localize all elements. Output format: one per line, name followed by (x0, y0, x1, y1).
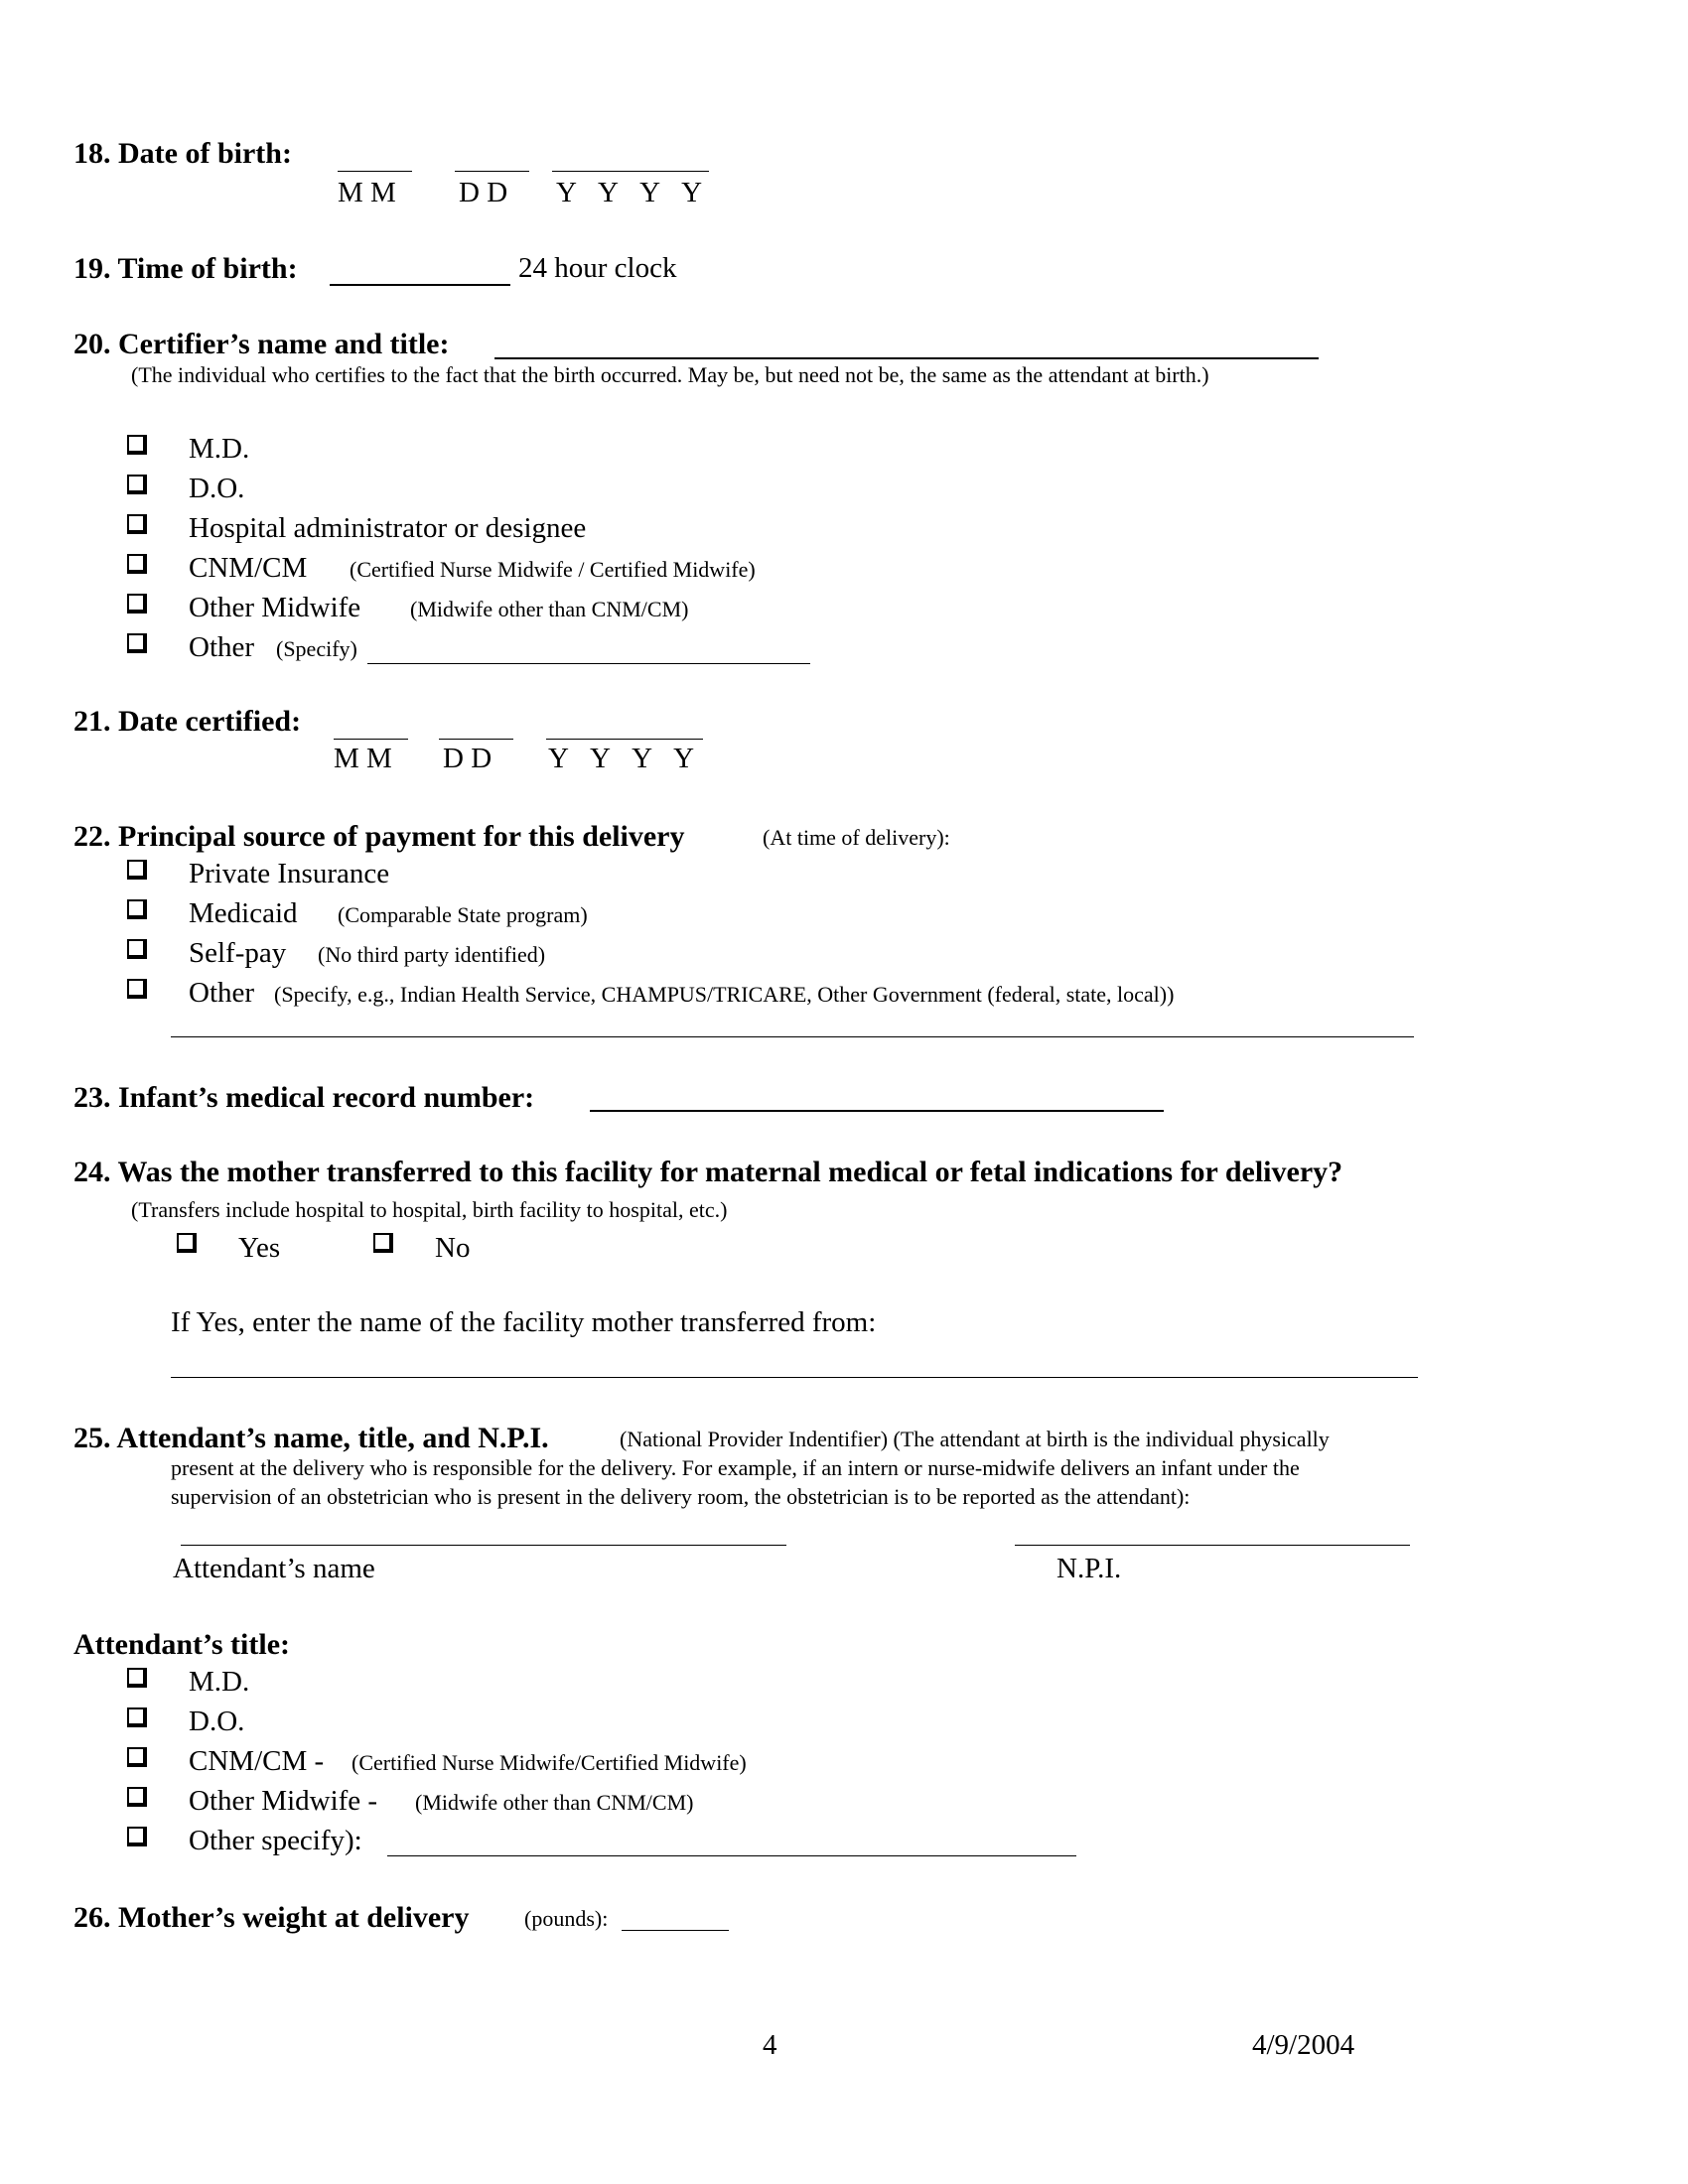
q22-checkbox-other[interactable] (127, 979, 147, 999)
q20-option-label: Hospital administrator or designee (189, 512, 587, 544)
title-option-label: Other specify): (189, 1825, 362, 1856)
title-option-label: Other Midwife - (189, 1785, 378, 1817)
q18-mm: M M (338, 177, 396, 208)
q20-option-note: (Certified Nurse Midwife / Certified Midwife) (350, 557, 756, 582)
q26-weight-field[interactable] (622, 1930, 729, 1931)
q18-mm-blank[interactable] (338, 171, 412, 172)
attendant-npi-label: N.P.I. (1056, 1553, 1122, 1584)
title-checkbox-cnm[interactable] (127, 1747, 147, 1767)
q20-option-note: (Specify) (276, 636, 357, 661)
q24-no-label: No (435, 1232, 471, 1264)
q24-note: (Transfers include hospital to hospital, birth facility to hospital, etc.) (131, 1197, 728, 1222)
attendant-title-label: Attendant’s title: (73, 1628, 291, 1661)
q18-label: 18. Date of birth: (73, 137, 292, 170)
footer-date: 4/9/2004 (1252, 2029, 1355, 2061)
q23-label: 23. Infant’s medical record number: (73, 1081, 535, 1114)
q20-option-label: D.O. (189, 473, 245, 504)
q22-option-note: (Specify, e.g., Indian Health Service, CHAMPUS/TRICARE, Other Government (federal, state, local)) (274, 982, 1175, 1007)
q24-followup: If Yes, enter the name of the facility mother transferred from: (171, 1306, 877, 1338)
title-checkbox-do[interactable] (127, 1707, 147, 1727)
q26-note: (pounds): (524, 1906, 609, 1931)
q21-yyyy-blank[interactable] (546, 739, 703, 740)
q21-dd: D D (443, 743, 492, 774)
q21-yyyy: Y Y Y Y (548, 743, 703, 774)
q20-label: 20. Certifier’s name and title: (73, 328, 450, 360)
q21-label: 21. Date certified: (73, 705, 302, 738)
q20-option-note: (Midwife other than CNM/CM) (410, 597, 689, 621)
q24-checkbox-no[interactable] (373, 1233, 393, 1253)
q18-yyyy-blank[interactable] (552, 171, 709, 172)
q20-checkbox-other-midwife[interactable] (127, 594, 147, 614)
q20-other-specify-field[interactable] (367, 663, 810, 664)
q20-checkbox-other[interactable] (127, 633, 147, 653)
q24-checkbox-yes[interactable] (177, 1233, 197, 1253)
q25-note: supervision of an obstetrician who is present in the delivery room, the obstetrician is to be reported as the attendant): (171, 1484, 1191, 1509)
q22-label: 22. Principal source of payment for this delivery (73, 820, 685, 853)
q20-note: (The individual who certifies to the fact that the birth occurred. May be, but need not be, the same as the attendant at birth.) (131, 362, 1209, 387)
q20-option-label: CNM/CM (189, 552, 308, 584)
q20-checkbox-do[interactable] (127, 475, 147, 494)
q23-record-number-field[interactable] (590, 1110, 1164, 1112)
title-option-label: CNM/CM - (189, 1745, 325, 1777)
q22-option-label: Medicaid (189, 897, 298, 929)
q22-option-note: (Comparable State program) (338, 902, 588, 927)
q24-facility-field[interactable] (171, 1377, 1418, 1378)
title-other-specify-field[interactable] (387, 1855, 1076, 1856)
q25-note: present at the delivery who is responsible for the delivery. For example, if an intern or nurse-midwife delivers an infant under the (171, 1455, 1300, 1480)
q22-checkbox-private[interactable] (127, 860, 147, 880)
title-option-note: (Certified Nurse Midwife/Certified Midwife) (352, 1750, 747, 1775)
q18-dd: D D (459, 177, 508, 208)
attendant-npi-field[interactable] (1015, 1545, 1410, 1546)
q20-checkbox-cnm[interactable] (127, 554, 147, 574)
q20-option-label: M.D. (189, 433, 250, 465)
title-option-note: (Midwife other than CNM/CM) (415, 1790, 694, 1815)
q21-mm-blank[interactable] (334, 739, 408, 740)
q22-option-label: Other (189, 977, 255, 1009)
title-option-label: M.D. (189, 1666, 250, 1698)
attendant-name-label: Attendant’s name (173, 1553, 375, 1584)
title-checkbox-other-midwife[interactable] (127, 1787, 147, 1807)
q18-yyyy: Y Y Y Y (556, 177, 711, 208)
q24-label: 24. Was the mother transferred to this facility for maternal medical or fetal indications for delivery? (73, 1156, 1343, 1188)
q22-checkbox-medicaid[interactable] (127, 899, 147, 919)
q20-certifier-field[interactable] (494, 357, 1319, 359)
attendant-name-field[interactable] (181, 1545, 786, 1546)
q25-label: 25. Attendant’s name, title, and N.P.I. (73, 1422, 549, 1454)
q20-checkbox-md[interactable] (127, 435, 147, 455)
q20-option-label: Other Midwife (189, 592, 361, 623)
q19-label: 19. Time of birth: (73, 252, 298, 285)
q22-checkbox-self-pay[interactable] (127, 939, 147, 959)
title-option-label: D.O. (189, 1706, 245, 1737)
q22-option-note: (No third party identified) (318, 942, 546, 967)
title-checkbox-md[interactable] (127, 1668, 147, 1688)
q24-yes-label: Yes (238, 1232, 281, 1264)
q20-option-label: Other (189, 631, 255, 663)
page-number: 4 (763, 2029, 777, 2061)
q18-dd-blank[interactable] (455, 171, 529, 172)
q22-note: (At time of delivery): (763, 825, 950, 850)
q22-option-label: Self-pay (189, 937, 287, 969)
q25-note: (National Provider Indentifier) (The attendant at birth is the individual physically (620, 1427, 1330, 1451)
q19-suffix: 24 hour clock (518, 252, 677, 284)
q21-dd-blank[interactable] (439, 739, 513, 740)
q22-option-label: Private Insurance (189, 858, 390, 889)
q21-mm: M M (334, 743, 392, 774)
q20-checkbox-hospital-admin[interactable] (127, 514, 147, 534)
q22-other-specify-field[interactable] (171, 1036, 1414, 1037)
q26-label: 26. Mother’s weight at delivery (73, 1901, 470, 1934)
q19-time-field[interactable] (330, 284, 510, 286)
title-checkbox-other[interactable] (127, 1827, 147, 1846)
